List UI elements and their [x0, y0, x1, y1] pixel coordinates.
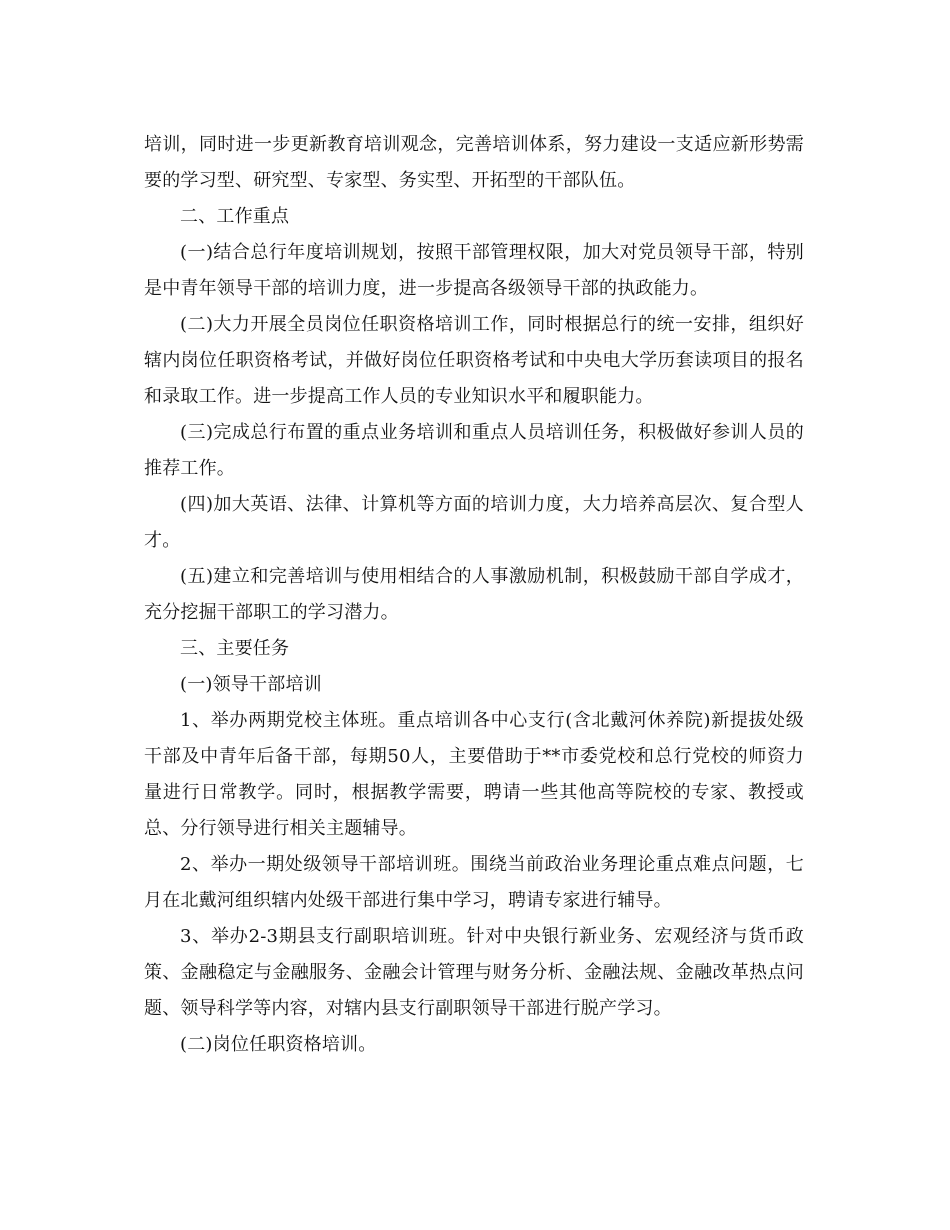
paragraph-focus-4: (四)加大英语、法律、计算机等方面的培训力度，大力培养高层次、复合型人才。: [144, 494, 804, 551]
paragraph-focus-3: (三)完成总行布置的重点业务培训和重点人员培训任务，积极做好参训人员的推荐工作。: [144, 422, 804, 479]
section-heading-main-tasks: 三、主要任务: [180, 638, 290, 659]
paragraph-task-1: 1、举办两期党校主体班。重点培训各中心支行(含北戴河休养院)新提拔处级干部及中青年后备干部，每期50人，主要借助于**市委党校和总行党校的师资力量进行日常教学。同时，根据教学需要，聘请一些其他高等院校的专家、教授或总、分行领导进行相关主题辅导。: [144, 710, 804, 839]
subheading-leader-training: (一)领导干部培训: [180, 674, 322, 695]
paragraph-task-3: 3、举办2-3期县支行副职培训班。针对中央银行新业务、宏观经济与货币政策、金融稳定与金融服务、金融会计管理与财务分析、金融法规、金融改革热点问题、领导科学等内容，对辖内县支行副职领导干部进行脱产学习。: [144, 926, 804, 1019]
section-heading-work-focus: 二、工作重点: [180, 206, 290, 227]
paragraph-focus-5: (五)建立和完善培训与使用相结合的人事激励机制，积极鼓励干部自学成才，充分挖掘干部职工的学习潜力。: [144, 566, 804, 623]
paragraph-focus-1: (一)结合总行年度培训规划，按照干部管理权限，加大对党员领导干部，特别是中青年领导干部的培训力度，进一步提高各级领导干部的执政能力。: [144, 242, 804, 299]
paragraph-continuation: 培训，同时进一步更新教育培训观念，完善培训体系，努力建设一支适应新形势需要的学习型、研究型、专家型、务实型、开拓型的干部队伍。: [144, 134, 804, 191]
subheading-post-qualification-training: (二)岗位任职资格培训。: [180, 1034, 377, 1055]
document-body: [144, 127, 804, 1063]
paragraph-focus-2: (二)大力开展全员岗位任职资格培训工作，同时根据总行的统一安排，组织好辖内岗位任职资格考试，并做好岗位任职资格考试和中央电大学历套读项目的报名和录取工作。进一步提高工作人员的专业知识水平和履职能力。: [144, 314, 804, 407]
paragraph-task-2: 2、举办一期处级领导干部培训班。围绕当前政治业务理论重点难点问题，七月在北戴河组织辖内处级干部进行集中学习，聘请专家进行辅导。: [144, 854, 804, 911]
